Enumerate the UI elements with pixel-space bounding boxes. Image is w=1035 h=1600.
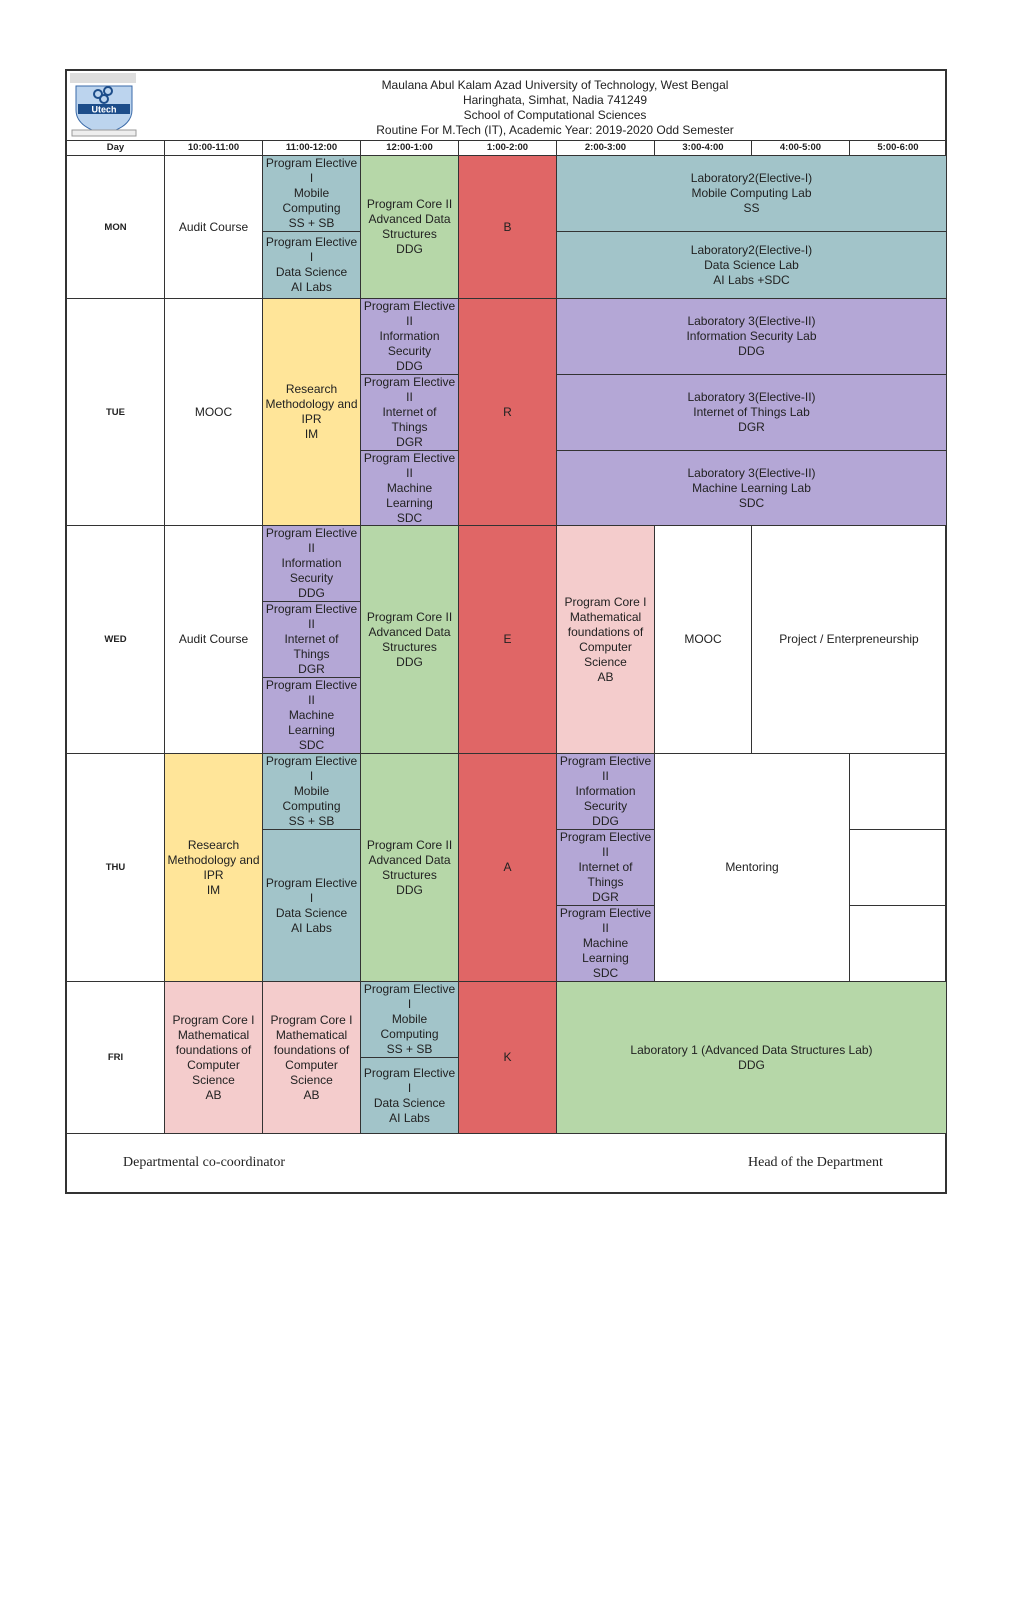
signature-hod: Head of the Department <box>748 1155 883 1170</box>
col-header: 12:00-1:00 <box>360 140 459 156</box>
col-header: 2:00-3:00 <box>556 140 655 156</box>
tue-elective-infosec: Program Elective II Information Security DDG <box>360 298 459 375</box>
signature-coordinator: Departmental co-coordinator <box>123 1155 286 1170</box>
wed-elective-iot: Program Elective II Internet of Things DGR <box>262 601 361 678</box>
document-title <box>164 78 946 138</box>
fri-core-math-2: Program Core I Mathematical foundations of Computer Science AB <box>262 981 361 1134</box>
thu-research-methodology: Research Methodology and IPR IM <box>164 753 263 982</box>
mon-lunch: B <box>458 155 557 299</box>
thu-empty-cell <box>849 905 947 982</box>
thu-mentoring: Mentoring <box>654 753 850 982</box>
thu-elective-infosec: Program Elective II Information Security DDG <box>556 753 655 830</box>
wed-elective-ml: Program Elective II Machine Learning SDC <box>262 677 361 754</box>
tue-lab-ml: Laboratory 3(Elective-II) Machine Learning Lab SDC <box>556 450 947 526</box>
day-thu: THU <box>66 753 165 982</box>
wed-core-ads: Program Core II Advanced Data Structures DDG <box>360 525 459 754</box>
fri-lab-ads: Laboratory 1 (Advanced Data Structures Lab) DDG <box>556 981 947 1134</box>
tue-elective-ml: Program Elective II Machine Learning SDC <box>360 450 459 526</box>
mon-elective-mobile: Program Elective I Mobile Computing SS + SB <box>262 155 361 232</box>
wed-core-math: Program Core I Mathematical foundations of Computer Science AB <box>556 525 655 754</box>
wed-lunch: E <box>458 525 557 754</box>
university-logo <box>68 72 162 139</box>
mon-lab-datasci: Laboratory2(Elective-I) Data Science Lab AI Labs +SDC <box>556 231 947 299</box>
thu-elective-datasci: Program Elective I Data Science AI Labs <box>262 829 361 982</box>
thu-elective-iot: Program Elective II Internet of Things DGR <box>556 829 655 906</box>
mon-elective-datasci: Program Elective I Data Science AI Labs <box>262 231 361 299</box>
tue-research-methodology: Research Methodology and IPR IM <box>262 298 361 526</box>
col-header: 5:00-6:00 <box>849 140 947 156</box>
col-header-day: Day <box>66 140 165 156</box>
fri-core-math-1: Program Core I Mathematical foundations of Computer Science AB <box>164 981 263 1134</box>
fri-elective-mobile: Program Elective I Mobile Computing SS + SB <box>360 981 459 1058</box>
col-header: 11:00-12:00 <box>262 140 361 156</box>
thu-elective-ml: Program Elective II Machine Learning SDC <box>556 905 655 982</box>
routine-title: Routine For M.Tech (IT), Academic Year: 2019-2020 Odd Semester <box>376 123 734 137</box>
col-header: 3:00-4:00 <box>654 140 752 156</box>
thu-lunch: A <box>458 753 557 982</box>
col-header: 1:00-2:00 <box>458 140 557 156</box>
tue-elective-iot: Program Elective II Internet of Things DGR <box>360 374 459 451</box>
mon-audit-course: Audit Course <box>164 155 263 299</box>
wed-audit-course: Audit Course <box>164 525 263 754</box>
fri-elective-datasci: Program Elective I Data Science AI Labs <box>360 1057 459 1134</box>
day-fri: FRI <box>66 981 165 1134</box>
col-header: 4:00-5:00 <box>751 140 850 156</box>
thu-core-ads: Program Core II Advanced Data Structures DDG <box>360 753 459 982</box>
wed-mooc: MOOC <box>654 525 752 754</box>
tue-lunch: R <box>458 298 557 526</box>
thu-empty-cell <box>849 753 947 830</box>
col-header: 10:00-11:00 <box>164 140 263 156</box>
svg-text:Utech: Utech <box>91 104 117 115</box>
tue-lab-iot: Laboratory 3(Elective-II) Internet of Things Lab DGR <box>556 374 947 451</box>
day-wed: WED <box>66 525 165 754</box>
tue-lab-infosec: Laboratory 3(Elective-II) Information Security Lab DDG <box>556 298 947 375</box>
wed-elective-infosec: Program Elective II Information Security DDG <box>262 525 361 602</box>
wed-project: Project / Enterpreneurship <box>751 525 947 754</box>
mon-lab-mobile: Laboratory2(Elective-I) Mobile Computing Lab SS <box>556 155 947 232</box>
school-name: School of Computational Sciences <box>463 108 647 122</box>
thu-empty-cell <box>849 829 947 906</box>
day-mon: MON <box>66 155 165 299</box>
fri-lunch: K <box>458 981 557 1134</box>
university-address: Haringhata, Simhat, Nadia 741249 <box>462 93 648 107</box>
tue-mooc: MOOC <box>164 298 263 526</box>
university-name: Maulana Abul Kalam Azad University of Technology, West Bengal <box>381 78 729 92</box>
day-tue: TUE <box>66 298 165 526</box>
mon-core-ads: Program Core II Advanced Data Structures DDG <box>360 155 459 299</box>
thu-elective-mobile: Program Elective I Mobile Computing SS + SB <box>262 753 361 830</box>
